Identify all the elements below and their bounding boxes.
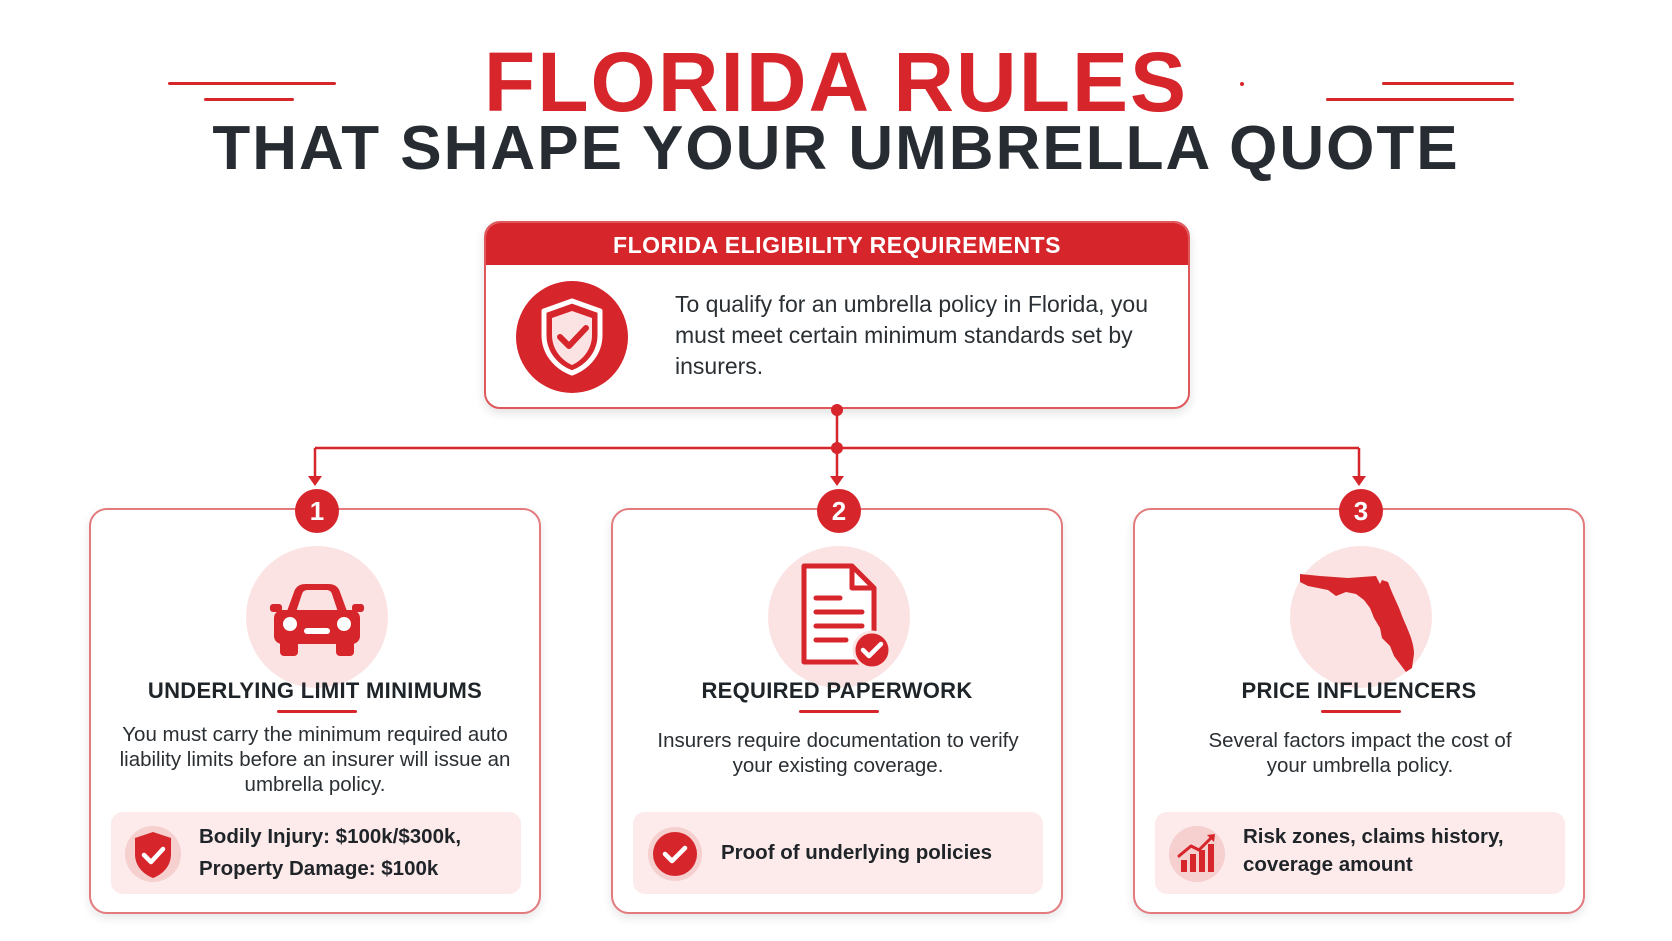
card-description: Insurers require documentation to verify your existing coverage. xyxy=(657,729,1019,777)
title-underline xyxy=(1321,710,1401,713)
page-title: FLORIDA RULES xyxy=(483,35,1189,129)
requirement-pill xyxy=(633,812,1043,894)
icon-background xyxy=(1290,546,1432,688)
page-subtitle: THAT SHAPE YOUR UMBRELLA QUOTE xyxy=(212,114,1460,183)
icon-background xyxy=(768,546,910,688)
title-underline xyxy=(799,710,879,713)
eligibility-card-text: To qualify for an umbrella policy in Florida, you must meet certain minimum standards set by insurers. xyxy=(675,291,1149,379)
card-description: You must carry the minimum required auto liability limits before an insurer will issue an umbrella policy. xyxy=(119,723,511,796)
step-number-badge: 3 xyxy=(1339,489,1383,533)
eligibility-card-heading: FLORIDA ELIGIBILITY REQUIREMENTS xyxy=(486,223,1188,265)
card-title: REQUIRED PAPERWORK xyxy=(701,678,973,703)
icon-background xyxy=(246,546,388,688)
card-underlying-limit-minimums xyxy=(89,496,541,914)
bar-chart-up-icon xyxy=(1167,824,1227,884)
car-icon xyxy=(246,546,388,688)
check-circle-icon xyxy=(645,824,705,884)
card-title: UNDERLYING LIMIT MINIMUMS xyxy=(147,678,483,703)
card-price-influencers xyxy=(1133,496,1585,914)
pill-text-line: Bodily Injury: $100k/$300k, xyxy=(199,825,462,848)
card-required-paperwork xyxy=(611,496,1063,914)
document-check-icon xyxy=(768,546,910,688)
pill-text-line: Property Damage: $100k xyxy=(199,857,439,880)
pill-text-line: Risk zones, claims history, xyxy=(1243,825,1504,848)
shield-check-icon xyxy=(123,824,183,884)
step-number-badge: 2 xyxy=(817,489,861,533)
pill-text-line: coverage amount xyxy=(1243,853,1413,876)
requirement-pill xyxy=(111,812,521,894)
title-underline xyxy=(277,710,357,713)
card-description: Several factors impact the cost of your umbrella policy. xyxy=(1208,729,1512,777)
requirement-pill xyxy=(1155,812,1565,894)
card-title: PRICE INFLUENCERS xyxy=(1241,678,1477,703)
florida-map-icon xyxy=(1290,546,1432,688)
pill-text-line: Proof of underlying policies xyxy=(721,841,993,864)
step-number-badge: 1 xyxy=(295,489,339,533)
